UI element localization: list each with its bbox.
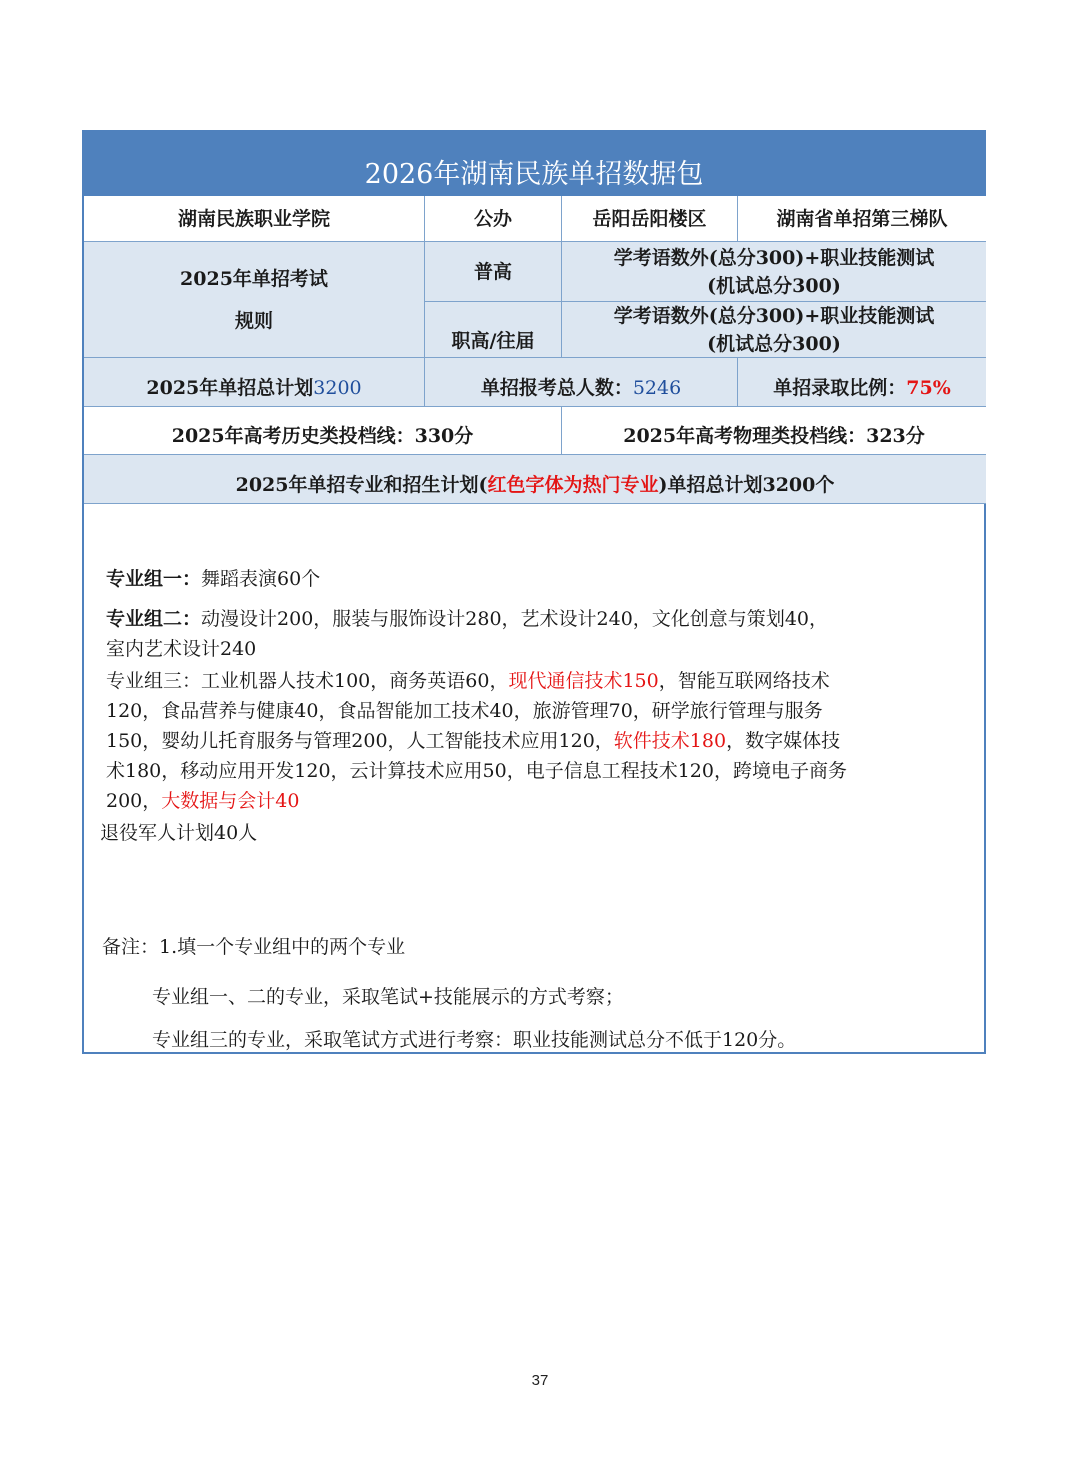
total-plan-cell [84, 358, 425, 407]
physics-cutoff-cell [562, 407, 986, 455]
general-label-cell [425, 242, 562, 302]
history-cutoff: 2025年高考历史类投档线：330分 [171, 425, 474, 447]
group3-line3b: ，数字媒体技 [726, 730, 841, 752]
ratio-label: 单招录取比例： [773, 377, 907, 399]
majors-header-part1: 2025年单招专业和招生计划( [235, 474, 488, 496]
notes-line3: 专业组三的专业，采取笔试方式进行考察：职业技能测试总分不低于120分。 [152, 1029, 797, 1051]
group1-label: 专业组一： [106, 568, 202, 590]
general-rule-cell [562, 242, 986, 302]
applicants-cell [425, 358, 738, 407]
exam-rules-label-line1: 2025年单招考试 [180, 267, 328, 290]
group3-line3a: 150，婴幼儿托育服务与管理200，人工智能技术应用120， [106, 730, 614, 752]
group1 [106, 564, 946, 594]
group2 [106, 604, 946, 664]
group3-line4: 术180，移动应用开发120，云计算技术应用50，电子信息工程技术120，跨境电子商务 [106, 760, 847, 782]
vocational-rule-line2: (机试总分300) [707, 332, 841, 355]
school-type: 公办 [473, 207, 512, 230]
applicants-label: 单招报考总人数： [480, 377, 633, 399]
notes-line1: 备注：1.填一个专业组中的两个专业 [102, 936, 406, 958]
exam-rules-label-line2: 规则 [234, 309, 273, 332]
school-location-cell [562, 196, 738, 242]
group1-text: 舞蹈表演60个 [201, 568, 321, 590]
group3-mid1: ，智能互联网络技术 [658, 670, 830, 692]
school-location: 岳阳岳阳楼区 [592, 207, 707, 230]
majors-header-cell [84, 455, 986, 504]
vocational-rule-cell [562, 302, 986, 358]
group3-line5a: 200， [106, 790, 162, 812]
group3-hot-major-1: 现代通信技术150 [508, 670, 659, 692]
group3-prefix: 专业组三：工业机器人技术100，商务英语60， [106, 670, 509, 692]
general-rule-line2: (机试总分300) [707, 274, 841, 297]
physics-cutoff: 2025年高考物理类投档线：323分 [623, 425, 925, 447]
group2-label: 专业组二： [106, 608, 202, 630]
majors-header-highlight: 红色字体为热门专业 [487, 474, 659, 496]
general-label: 普高 [473, 260, 512, 283]
exam-rules-label-cell [84, 242, 425, 358]
applicants-value: 5246 [632, 377, 682, 399]
school-tier: 湖南省单招第三梯队 [776, 207, 948, 230]
total-plan-label: 2025年单招总计划 [146, 377, 314, 399]
school-name: 湖南民族职业学院 [177, 207, 330, 230]
total-plan-value: 3200 [313, 377, 362, 399]
group3-hot-major-3: 大数据与会计40 [161, 790, 300, 812]
vocational-label-cell [425, 302, 562, 358]
sheet-title: 2026年湖南民族单招数据包 [84, 132, 984, 196]
data-sheet [82, 130, 986, 1054]
school-tier-cell [738, 196, 986, 242]
veterans-plan: 退役军人计划40人 [100, 822, 258, 844]
ratio-value: 75% [906, 377, 951, 399]
history-cutoff-cell [84, 407, 562, 455]
group3 [106, 666, 946, 816]
majors-header-part2: )单招总计划3200个 [658, 474, 835, 496]
school-type-cell [425, 196, 562, 242]
page-number: 37 [531, 1372, 549, 1389]
ratio-cell [738, 358, 986, 407]
vocational-label: 职高/往届 [451, 330, 535, 352]
group2-text: 动漫设计200，服装与服饰设计280，艺术设计240，文化创意与策划40， [201, 608, 828, 630]
notes-line2: 专业组一、二的专业，采取笔试+技能展示的方式考察； [152, 986, 624, 1008]
general-rule-line1: 学考语数外(总分300)+职业技能测试 [613, 246, 935, 269]
group3-line2: 120，食品营养与健康40，食品智能加工技术40，旅游管理70，研学旅行管理与服务 [106, 700, 823, 722]
majors-body [84, 504, 984, 1052]
group3-hot-major-2: 软件技术180 [613, 730, 727, 752]
school-name-cell [84, 196, 425, 242]
vocational-rule-line1: 学考语数外(总分300)+职业技能测试 [613, 304, 935, 327]
group2-text-line2: 室内艺术设计240 [106, 638, 257, 660]
